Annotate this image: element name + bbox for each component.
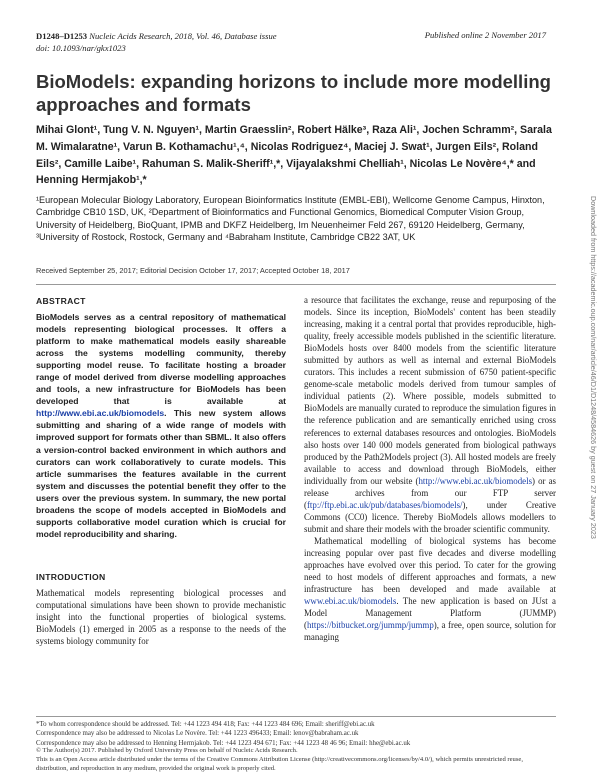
right-column (304, 294, 556, 643)
journal-citation: Nucleic Acids Research, 2018, Vol. 46, Database issue (89, 31, 277, 41)
page-range: D1248–D1253 (36, 31, 88, 41)
download-watermark: Downloaded from https://academic.oup.com/nar/article/46/D1/D1248/4584626 by guest on 27 January 2023 (589, 196, 598, 539)
publication-date: Published online 2 November 2017 (424, 30, 546, 40)
introduction-heading: INTRODUCTION (36, 571, 106, 582)
article-title: BioModels: expanding horizons to include more modelling approaches and formats (36, 71, 551, 115)
paragraph-1: a resource that facilitates the exchange, reuse and repurposing of the models. Since its inception, BioModels' content has been steadily increasing, making it a central portal that provides reproducible, high-quality, freely accessible models published in the scientific literature. BioModels hosts over 8400 models from the scientific literature submitted by authors as well as internal and external BioModels curators. This includes a recent submission of 6750 patient-specific genome-scale metabolic models derived from tumour samples of individual patients (2). Where possible, models submitted to BioModels are manually curated to reproduce the simulation figures in the reference publication and are semantically enriched using cross references to external databases resources and ontologies. BioModels also hosts over 140 000 models generated from biological pathways produced by the Path2Models project (3). All hosted models are freely available to access and download through BioModels, either individually from our website (http://www.ebi.ac.uk/biomodels) or as release archives from our FTP server (ftp://ftp.ebi.ac.uk/pub/databases/biomodels/), under Creative Commons (CC0) licence. Thereby BioModels allows modellers to submit and share their models with the broader scientific community. (304, 295, 556, 534)
divider (36, 284, 556, 285)
submission-dates: Received September 25, 2017; Editorial Decision October 17, 2017; Accepted October 18, 2017 (36, 266, 350, 275)
footnotes (36, 720, 556, 748)
footnote: Correspondence may also be addressed to Nicolas Le Novère. Tel: +44 1223 496433; Email: lenov@babraham.ac.uk (36, 730, 359, 738)
footnote: Correspondence may also be addressed to Henning Hermjakob. Tel: +44 1223 494 671; Fax: +44 1223 48 46 96; Email: hhe@ebi.ac.uk (36, 739, 411, 747)
abstract-text: BioModels serves as a central repository of mathematical models representing biological processes. It offers a platform to make mathematical models easily shareable across the systems modelling community, thereby supporting model reuse. To facilitate hosting a broader range of model derived from diverse modelling approaches and tools, a new infrastructure for BioModels has been developed that is available at http://www.ebi.ac.uk/biomodels. This new system allows submitting and sharing of a wide range of models with improved support for formats other than SBML. It also offers a version-control backed environment in which authors and curators can work collaboratively to curate models. This article summarises the features available in the current system and discusses the potential benefit they offer to the users over the previous system. In summary, the new portal broadens the scope of models accepted in BioModels and supports collaborative model curation which is crucial for model reproducibility and sharing. (36, 312, 286, 539)
biomodels-link[interactable]: http://www.ebi.ac.uk/biomodels (36, 408, 165, 419)
copyright-line: © The Author(s) 2017. Published by Oxford University Press on behalf of Nucleic Acids Research. (36, 747, 298, 754)
abstract-heading: ABSTRACT (36, 296, 86, 306)
paragraph-2: Mathematical modelling of biological systems has become increasing popular over past five decades and diverse modelling approaches have evolved over this period. To cater for the growing need to host models of different approaches and formats, a new infrastructure has been developed and made available at www.ebi.ac.uk/biomodels. The new application is based on JUst a Model Management Platform (JUMMP) (https://bitbucket.org/jummp/jummp), a free, open source, solution for managing (304, 535, 556, 643)
jummp-link[interactable]: https://bitbucket.org/jummp/jummp (306, 620, 434, 631)
footnote: *To whom correspondence should be addressed. Tel: +44 1223 494 418; Fax: +44 1223 484 696; Email: sheriff@ebi.ac.uk (36, 721, 375, 728)
left-column (36, 296, 286, 647)
affiliations: ¹European Molecular Biology Laboratory, European Bioinformatics Institute (EMBL-EBI), Wellcome Genome Campus, Hinxton, Cambridge CB10 1SD, UK, ²Department of Bioinformatics and Functional Genomics, Biomedical Computer Vision Group, University of Heidelberg, BioQuant, IPMB and DKFZ Heidelberg, Im Neuenheimer Feld 267, 69120 Heidelberg, Germany, ³University of Rostock, Rostock, Germany and ⁴Babraham Institute, Cambridge CB22 3AT, UK (36, 195, 545, 243)
introduction-text: Mathematical models representing biological processes and computational simulations have been shown to provide mechanistic insight into the functional properties of biological systems. BioModels (1) emerged in 2005 as a response to the needs of the systems biology community for (36, 587, 286, 647)
footnote-divider (36, 716, 556, 717)
doi: doi: 10.1093/nar/gkx1023 (36, 43, 126, 53)
journal-header (36, 30, 277, 54)
author-list: Mihai Glont¹, Tung V. N. Nguyen¹, Martin Graesslin², Robert Hälke³, Raza Ali¹, Jochen Schramm², Sarala M. Wimalaratne¹, Varun B. Kothamachu¹,⁴, Nicolas Rodriguez⁴, Maciej J. Swat¹, Jurgen Eils², Roland Eils², Camille Laibe¹, Rahuman S. Malik-Sheriff¹,*, Vijayalakshmi Chelliah¹, Nicolas Le Novère⁴,* and Henning Hermjakob¹,* (36, 124, 552, 187)
ftp-link[interactable]: ftp://ftp.ebi.ac.uk/pub/databases/biomodels/ (306, 499, 463, 510)
copyright-notice (36, 747, 556, 774)
biomodels-new-link[interactable]: www.ebi.ac.uk/biomodels (304, 596, 397, 607)
license-text: This is an Open Access article distributed under the terms of the Creative Commons Attribution License (http://creativecommons.org/licenses/by/4.0/), which permits unrestricted reuse, distribution, and reproduction in any medium, provided the original work is properly cited. (36, 755, 523, 772)
biomodels-website-link[interactable]: http://www.ebi.ac.uk/biomodels (418, 475, 533, 486)
